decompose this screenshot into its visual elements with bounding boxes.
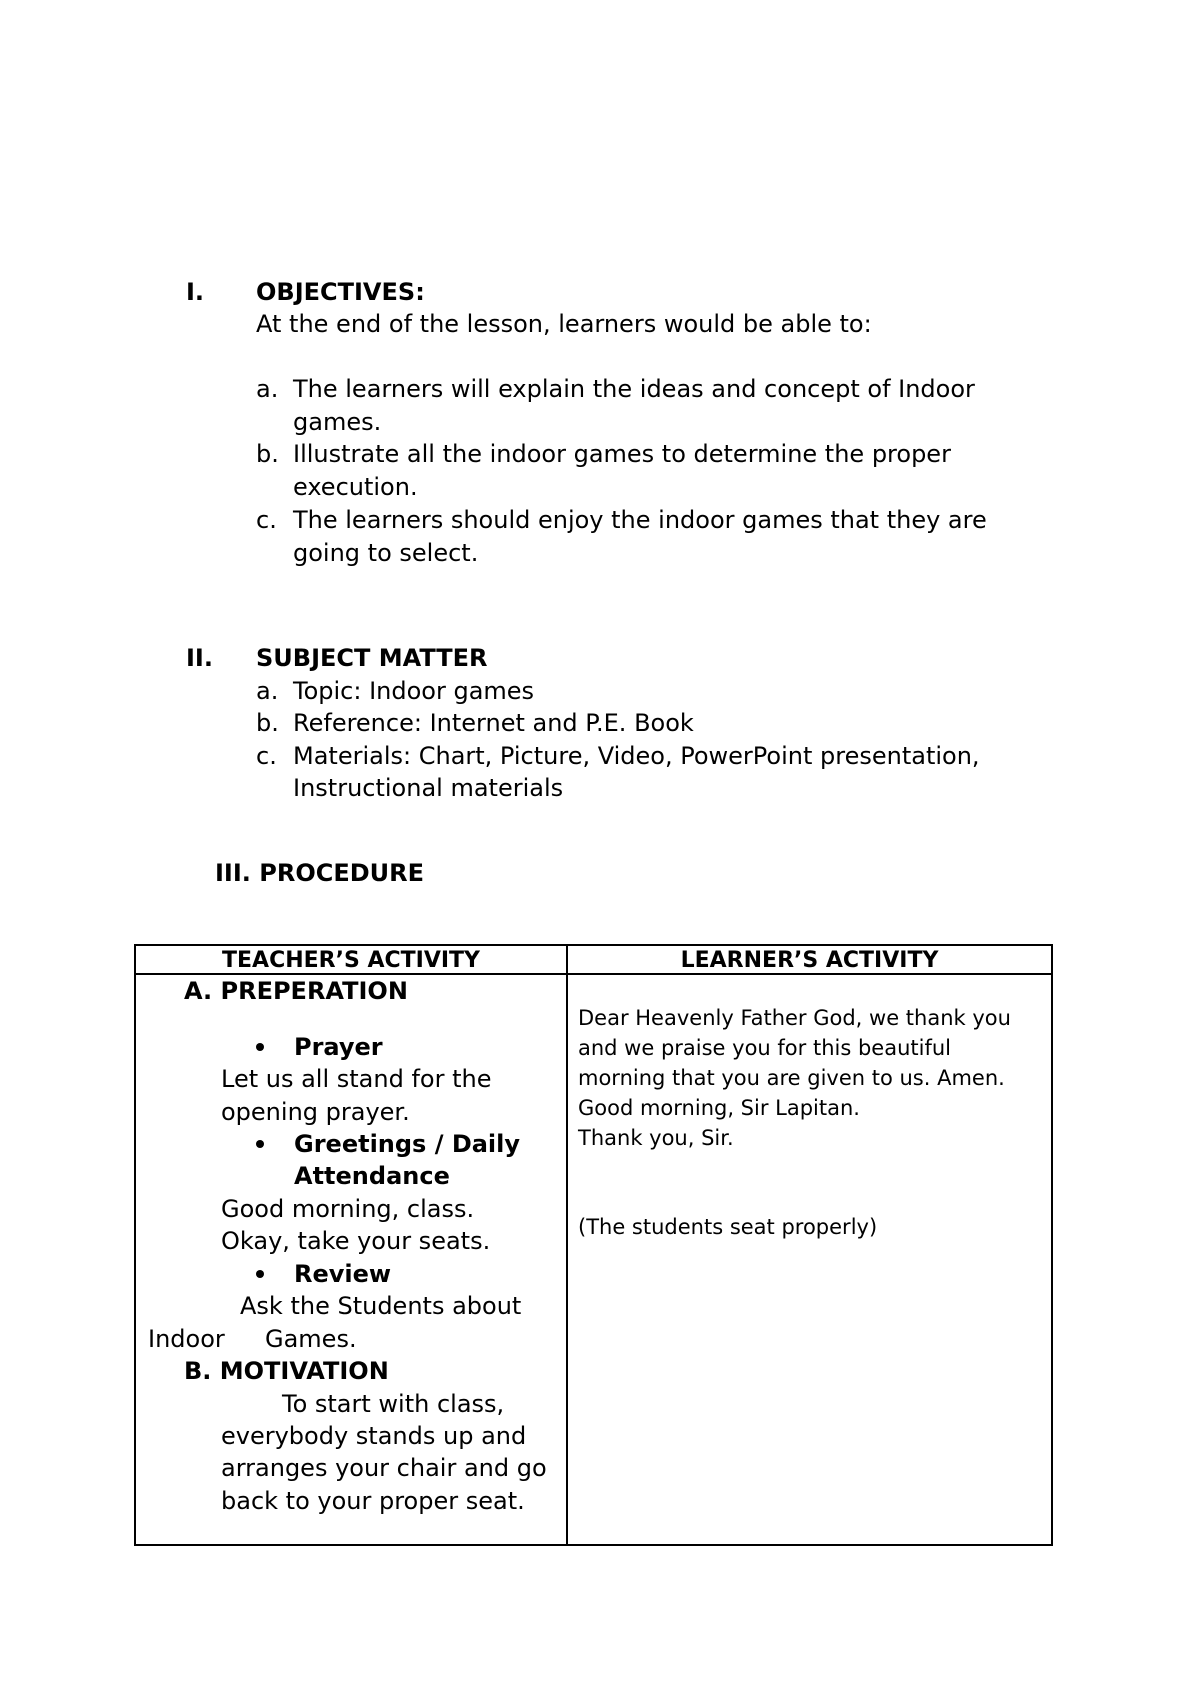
greetings-label-line1: Greetings / Daily	[294, 1130, 521, 1158]
column-divider	[566, 946, 568, 1544]
motivation-text-line2: everybody stands up and	[221, 1422, 527, 1450]
objectives-intro: At the end of the lesson, learners would be able to:	[256, 310, 872, 338]
list-item-letter: c.	[256, 742, 277, 770]
learner-line-4: Good morning, Sir Lapitan.	[578, 1096, 860, 1120]
greetings-label-line2: Attendance	[294, 1162, 450, 1190]
objective-a-line2: games.	[293, 408, 382, 436]
preparation-heading: A. PREPERATION	[184, 977, 408, 1005]
subject-matter-numeral: II.	[186, 644, 213, 672]
bullet-icon	[256, 1270, 264, 1278]
list-item-letter: a.	[256, 375, 279, 403]
objective-c-line2: going to select.	[293, 539, 479, 567]
objective-b-line2: execution.	[293, 473, 418, 501]
greetings-text-line1: Good morning, class.	[221, 1195, 475, 1223]
activity-table	[134, 944, 1053, 1546]
list-item-letter: c.	[256, 506, 277, 534]
learner-line-5: Thank you, Sir.	[578, 1126, 734, 1150]
objective-c-line1: The learners should enjoy the indoor games that they are	[293, 506, 987, 534]
motivation-heading: B. MOTIVATION	[184, 1357, 389, 1385]
teacher-activity-header: TEACHER’S ACTIVITY	[222, 948, 480, 973]
subject-matter-heading: SUBJECT MATTER	[256, 644, 488, 672]
motivation-text-line4: back to your proper seat.	[221, 1487, 525, 1515]
reference-text: Reference: Internet and P.E. Book	[293, 709, 694, 737]
procedure-heading: III. PROCEDURE	[215, 859, 425, 887]
learner-activity-header: LEARNER’S ACTIVITY	[680, 948, 939, 973]
learner-line-1: Dear Heavenly Father God, we thank you	[578, 1006, 1011, 1030]
review-text-indoor: Indoor	[148, 1325, 225, 1353]
greetings-text-line2: Okay, take your seats.	[221, 1227, 491, 1255]
learner-note: (The students seat properly)	[578, 1215, 878, 1239]
materials-line1: Materials: Chart, Picture, Video, PowerPoint presentation,	[293, 742, 980, 770]
learner-line-2: and we praise you for this beautiful	[578, 1036, 951, 1060]
bullet-icon	[256, 1140, 264, 1148]
prayer-text-line1: Let us all stand for the	[221, 1065, 492, 1093]
motivation-text-line1: To start with class,	[282, 1390, 505, 1418]
review-text-line1: Ask the Students about	[240, 1292, 522, 1320]
objectives-numeral: I.	[186, 278, 205, 306]
motivation-text-line3: arranges your chair and go	[221, 1454, 547, 1482]
learner-line-3: morning that you are given to us. Amen.	[578, 1066, 1005, 1090]
review-text-games: Games.	[265, 1325, 357, 1353]
materials-line2: Instructional materials	[293, 774, 564, 802]
bullet-icon	[256, 1043, 264, 1051]
prayer-label: Prayer	[294, 1033, 383, 1061]
objective-a-line1: The learners will explain the ideas and concept of Indoor	[293, 375, 975, 403]
list-item-letter: b.	[256, 709, 279, 737]
review-label: Review	[294, 1260, 392, 1288]
list-item-letter: b.	[256, 440, 279, 468]
objectives-heading: OBJECTIVES:	[256, 278, 425, 306]
list-item-letter: a.	[256, 677, 279, 705]
topic-text: Topic: Indoor games	[293, 677, 535, 705]
prayer-text-line2: opening prayer.	[221, 1098, 410, 1126]
objective-b-line1: Illustrate all the indoor games to determine the proper	[293, 440, 951, 468]
